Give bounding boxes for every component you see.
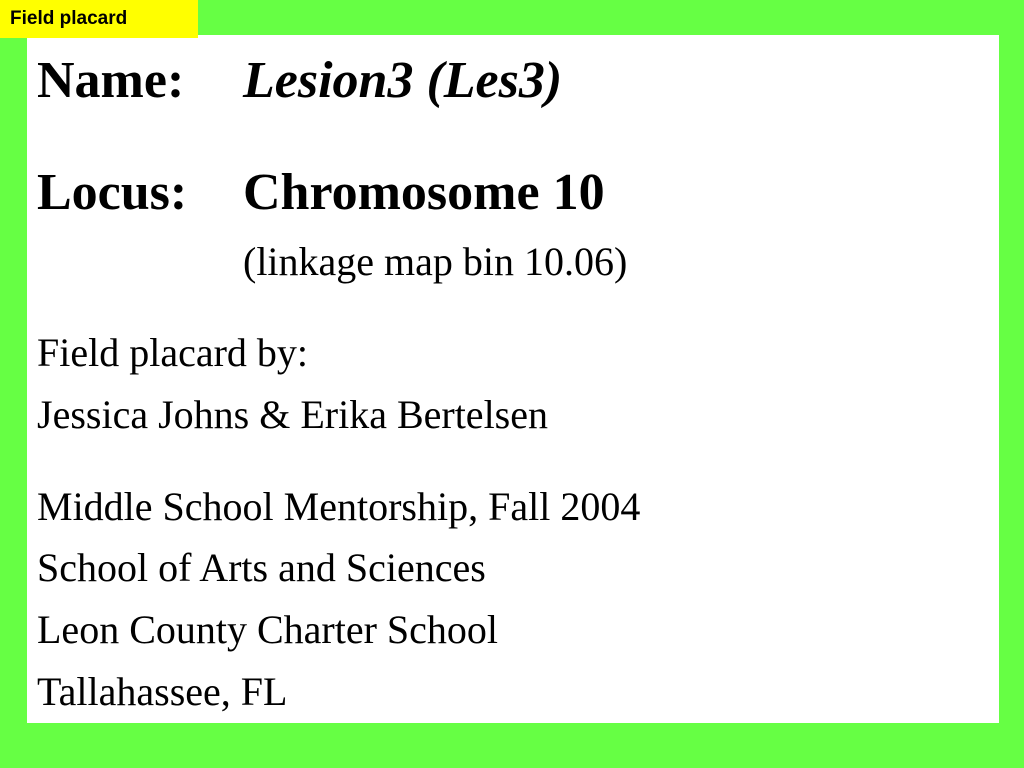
department-line: School of Arts and Sciences	[37, 545, 486, 590]
program-line: Middle School Mentorship, Fall 2004	[37, 484, 641, 529]
locus-row	[37, 163, 605, 223]
placard-card	[27, 35, 999, 723]
locus-label: Locus:	[37, 164, 188, 221]
credit-label: Field placard by:	[37, 330, 309, 375]
name-label: Name:	[37, 52, 185, 109]
school-line: Leon County Charter School	[37, 607, 499, 652]
credit-names: Jessica Johns & Erika Bertelsen	[37, 392, 548, 437]
location-line: Tallahassee, FL	[37, 669, 288, 714]
locus-detail: (linkage map bin 10.06)	[243, 239, 628, 284]
field-placard-tag: Field placard	[0, 0, 198, 38]
name-row	[37, 51, 563, 111]
locus-value: Chromosome 10	[243, 164, 605, 221]
name-value: Lesion3 (Les3)	[243, 52, 563, 109]
